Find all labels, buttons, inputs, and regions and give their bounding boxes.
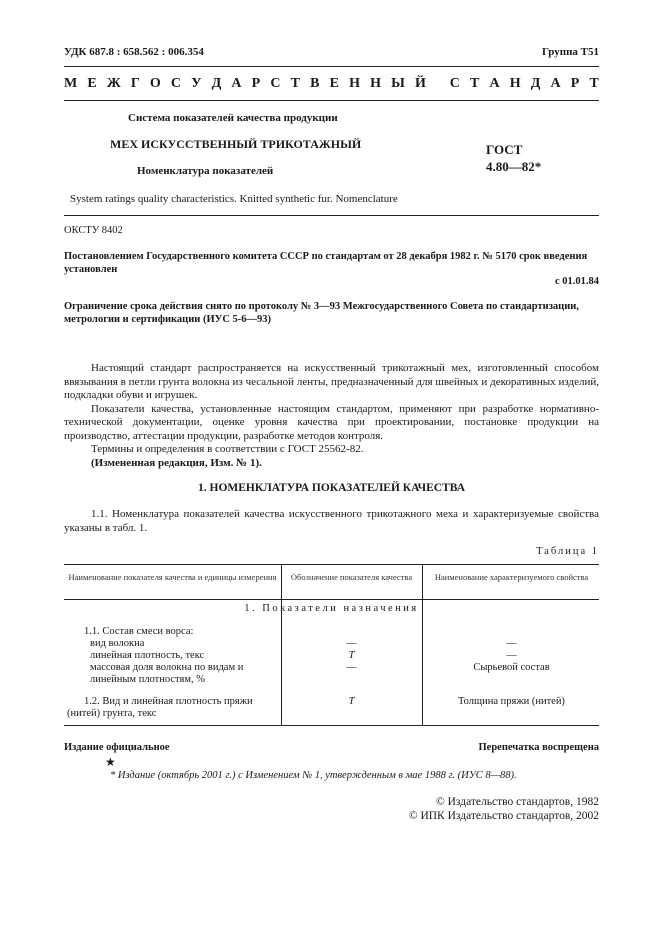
banner-letter: М [64, 76, 78, 91]
copyright-1: © Издательство стандартов, 1982 [435, 796, 599, 808]
table-bottom-rule [64, 725, 599, 726]
nomenclature-title: Номенклатура показателей [137, 165, 274, 177]
quality-indicators-table [64, 564, 599, 726]
table-row-linear-density-name: линейная плотность, текс [90, 650, 205, 661]
edition-footnote: * Издание (октябрь 2001 г.) с Изменением № 1, утвержденным в мае 1988 г. (ИУС 8—88). [110, 770, 517, 781]
table-row-1-2-name-cont: (нитей) грунта, текс [67, 708, 157, 719]
table-row-1-2-property: Толщина пряжи (нитей) [458, 696, 565, 707]
effective-date: с 01.01.84 [554, 276, 599, 287]
table-header-name: Наименование показателя качества и единицы измерения [68, 572, 277, 582]
banner-letter: А [231, 76, 242, 91]
banner-letter: Т [290, 76, 300, 91]
title-rule [64, 215, 599, 216]
table-row-1-2-name: 1.2. Вид и линейная плотность пряжи [84, 696, 253, 707]
reprint-prohibited: Перепечатка воспрещена [478, 742, 599, 753]
banner-letter: С [270, 76, 281, 91]
banner-letter: С [170, 76, 182, 91]
banner-letter: Н [370, 76, 381, 91]
copyright-2: © ИПК Издательство стандартов, 2002 [408, 810, 599, 822]
banner-letter: Р [570, 76, 580, 91]
top-rule [64, 66, 599, 67]
banner-letter: Т [589, 76, 599, 91]
banner-rule [64, 100, 599, 101]
gost-code: 4.80—82* [486, 159, 542, 174]
table-row-mass-share-symbol: — [346, 662, 357, 673]
banner-letter: Г [130, 76, 140, 91]
system-title: Система показателей качества продукции [128, 112, 338, 124]
table-col-divider-2 [422, 564, 423, 725]
table-col-divider-1 [281, 564, 282, 725]
amendment-note: (Измененная редакция, Изм. № 1). [91, 456, 262, 469]
banner-letter: В [310, 76, 320, 91]
banner-letter: Д [530, 76, 541, 91]
gost-label: ГОСТ [486, 142, 523, 157]
banner-letter: Н [349, 76, 360, 91]
table-row-1-1-name: 1.1. Состав смеси ворса: [84, 626, 194, 637]
product-title: МЕХ ИСКУССТВЕННЫЙ ТРИКОТАЖНЫЙ [110, 137, 362, 151]
clause-1-1 [64, 508, 599, 535]
official-edition: Издание официальное [64, 742, 170, 753]
table-row-mass-share-name: массовая доля волокна по видам и [90, 662, 244, 673]
banner-letter: Й [415, 76, 426, 91]
intro-paragraph-1: Настоящий стандарт распространяется на искусственный трикотажный мех, изготовленный способом ввязывания в петли грунта волокна из чесальной ленты, предназначенный для швейных и декоративных изделий, подкладки обуви и игрушек. [64, 362, 599, 401]
table-top-rule [64, 564, 599, 565]
banner-letter: Ы [391, 76, 405, 91]
intro-paragraph-3: Термины и определения в соответствии с ГОСТ 25562-82. [91, 443, 364, 455]
table-caption: Таблица 1 [536, 546, 599, 557]
banner-letter: А [489, 76, 500, 91]
intro-paragraph-2: Показатели качества, установленные настоящим стандартом, применяют при разработке нормативно-технической документации, оценке уровня качества при проектировании, постановке продукции на производство, аттестации продукции, разработке методов контроля. [64, 402, 599, 442]
banner-letter: Н [509, 76, 521, 91]
group-code: Группа Т51 [541, 46, 599, 58]
section-1-title: 1. НОМЕНКЛАТУРА ПОКАЗАТЕЛЕЙ КАЧЕСТВА [198, 482, 465, 494]
table-row-linear-density-property: — [506, 650, 517, 661]
udk-code: УДК 687.8 : 658.562 : 006.354 [64, 46, 204, 58]
banner-letter: А [550, 76, 561, 91]
english-title: System ratings quality characteristics. Knitted synthetic fur. Nomenclature [70, 193, 398, 205]
banner-letter: Е [87, 76, 97, 91]
banner-letter: Т [469, 76, 480, 91]
banner-letter: У [191, 76, 202, 91]
table-header-symbol: Обозначение показателя качества [290, 572, 413, 582]
interstate-standard-banner [64, 76, 599, 92]
decree-text: Постановлением Государственного комитета СССР по стандартам от 28 декабря 1982 г. № 5170 срок введения установлен [64, 251, 588, 275]
banner-letter: О [149, 76, 161, 91]
banner-letter [436, 76, 440, 92]
table-row-1-2-symbol: T [348, 696, 355, 707]
star-icon: ★ [105, 755, 116, 769]
table-row-fiber-type-symbol: — [346, 638, 357, 649]
banner-letter: Е [329, 76, 339, 91]
table-group-title: 1. Показатели назначения [244, 603, 419, 614]
banner-letter: С [449, 76, 460, 91]
clause-1-1-text: 1.1. Номенклатура показателей качества искусственного трикотажного меха и характеризуемые свойства указаны в табл. 1. [64, 508, 599, 534]
banner-letter: Д [211, 76, 222, 91]
table-row-fiber-type-name: вид волокна [90, 638, 145, 649]
intro-text [64, 362, 599, 470]
gost-number [486, 141, 541, 175]
banner-letter: Р [251, 76, 261, 91]
table-row-mass-share-property: Сырьевой состав [473, 662, 550, 673]
oksty-code: ОКСТУ 8402 [64, 225, 123, 236]
table-header-property: Наименование характеризуемого свойства [434, 572, 589, 582]
table-row-linear-density-symbol: T [348, 650, 355, 661]
limit-removal-text: Ограничение срока действия снято по протоколу № 3—93 Межгосударственного Совета по стандартизации, метрологии и сертификации (ИУС 5-6—93) [64, 301, 579, 325]
table-row-mass-share-name-cont: линейным плотностям, % [90, 674, 205, 685]
table-header-rule [64, 599, 599, 600]
banner-letter: Ж [106, 76, 121, 91]
table-row-fiber-type-property: — [506, 638, 517, 649]
